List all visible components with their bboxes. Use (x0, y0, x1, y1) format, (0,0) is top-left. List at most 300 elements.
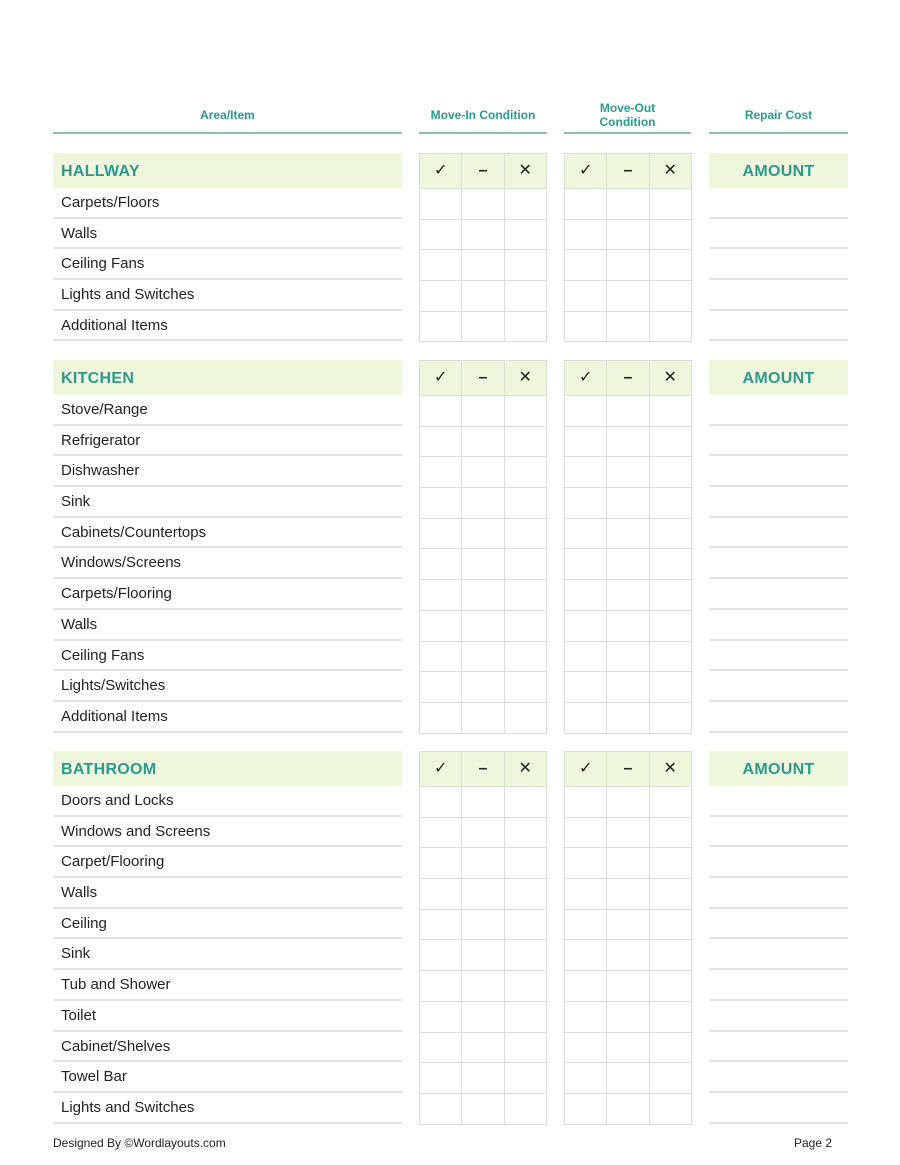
move-out-poor-checkbox[interactable] (650, 940, 692, 971)
move-in-good-checkbox[interactable] (420, 642, 462, 673)
move-out-good-checkbox[interactable] (565, 1002, 607, 1033)
move-out-fair-checkbox[interactable] (607, 549, 649, 580)
move-in-poor-checkbox[interactable] (505, 312, 547, 343)
condition-row (420, 250, 547, 281)
column-header-move-out (564, 96, 691, 134)
dash-icon: – (607, 752, 649, 787)
move-out-condition-grid (564, 751, 692, 1125)
move-out-fair-checkbox[interactable] (607, 879, 649, 910)
move-out-poor-checkbox[interactable] (650, 1063, 692, 1094)
move-out-good-checkbox[interactable] (565, 250, 607, 281)
repair-amount-field[interactable] (709, 280, 848, 311)
move-in-good-checkbox[interactable] (420, 519, 462, 550)
move-in-condition-grid (419, 751, 547, 1125)
move-out-good-checkbox[interactable] (565, 818, 607, 849)
repair-amount-field[interactable] (709, 1093, 848, 1124)
repair-amount-field[interactable] (709, 817, 848, 848)
repair-amount-field[interactable] (709, 786, 848, 817)
repair-cost-column (709, 751, 848, 1124)
condition-row (565, 940, 692, 971)
move-in-good-checkbox[interactable] (420, 910, 462, 941)
item-label: Tub and Shower (53, 970, 402, 1001)
move-in-fair-checkbox[interactable] (462, 787, 504, 818)
move-out-good-checkbox[interactable] (565, 396, 607, 427)
move-in-fair-checkbox[interactable] (462, 549, 504, 580)
move-in-poor-checkbox[interactable] (505, 848, 547, 879)
x-icon: ✕ (650, 752, 692, 787)
check-icon: ✓ (565, 154, 607, 189)
condition-row (420, 220, 547, 251)
move-out-good-checkbox[interactable] (565, 281, 607, 312)
repair-amount-field[interactable] (709, 311, 848, 342)
condition-row (420, 427, 547, 458)
repair-cost-column (709, 153, 848, 341)
move-out-poor-checkbox[interactable] (650, 488, 692, 519)
amount-header: AMOUNT (709, 153, 848, 188)
move-in-good-checkbox[interactable] (420, 580, 462, 611)
condition-row (565, 879, 692, 910)
move-in-poor-checkbox[interactable] (505, 703, 547, 734)
move-out-fair-checkbox[interactable] (607, 250, 649, 281)
move-out-fair-checkbox[interactable] (607, 971, 649, 1002)
item-label: Additional Items (53, 311, 402, 342)
move-out-fair-checkbox[interactable] (607, 396, 649, 427)
move-out-fair-checkbox[interactable] (607, 848, 649, 879)
move-in-poor-checkbox[interactable] (505, 642, 547, 673)
move-out-good-checkbox[interactable] (565, 220, 607, 251)
move-out-fair-checkbox[interactable] (607, 1033, 649, 1064)
item-label: Ceiling Fans (53, 249, 402, 280)
move-in-poor-checkbox[interactable] (505, 1063, 547, 1094)
move-out-poor-checkbox[interactable] (650, 549, 692, 580)
move-in-fair-checkbox[interactable] (462, 427, 504, 458)
move-out-poor-checkbox[interactable] (650, 1002, 692, 1033)
item-label: Walls (53, 219, 402, 250)
item-label: Stove/Range (53, 395, 402, 426)
condition-row (420, 396, 547, 427)
move-in-good-checkbox[interactable] (420, 457, 462, 488)
move-in-good-checkbox[interactable] (420, 488, 462, 519)
move-in-poor-checkbox[interactable] (505, 879, 547, 910)
item-label: Ceiling (53, 909, 402, 940)
move-out-poor-checkbox[interactable] (650, 220, 692, 251)
move-out-poor-checkbox[interactable] (650, 642, 692, 673)
condition-row (565, 281, 692, 312)
move-out-fair-checkbox[interactable] (607, 427, 649, 458)
condition-row (565, 250, 692, 281)
move-in-fair-checkbox[interactable] (462, 189, 504, 220)
dash-icon: – (607, 361, 649, 396)
move-in-fair-checkbox[interactable] (462, 1002, 504, 1033)
condition-row (420, 787, 547, 818)
condition-row (565, 703, 692, 734)
repair-amount-field[interactable] (709, 970, 848, 1001)
move-out-poor-checkbox[interactable] (650, 1033, 692, 1064)
move-out-poor-checkbox[interactable] (650, 672, 692, 703)
condition-row (565, 787, 692, 818)
dash-icon: – (462, 752, 504, 787)
move-in-poor-checkbox[interactable] (505, 519, 547, 550)
move-out-good-checkbox[interactable] (565, 971, 607, 1002)
move-out-poor-checkbox[interactable] (650, 519, 692, 550)
item-label: Cabinet/Shelves (53, 1032, 402, 1063)
move-out-good-checkbox[interactable] (565, 312, 607, 343)
condition-row (420, 281, 547, 312)
move-out-good-checkbox[interactable] (565, 189, 607, 220)
move-in-good-checkbox[interactable] (420, 879, 462, 910)
item-label: Cabinets/Countertops (53, 518, 402, 549)
column-header-repair (709, 96, 848, 134)
condition-row (420, 189, 547, 220)
repair-amount-field[interactable] (709, 249, 848, 280)
area-item-column (53, 153, 402, 341)
move-in-fair-checkbox[interactable] (462, 818, 504, 849)
repair-amount-field[interactable] (709, 395, 848, 426)
move-out-poor-checkbox[interactable] (650, 848, 692, 879)
move-out-good-checkbox[interactable] (565, 787, 607, 818)
condition-row (565, 1033, 692, 1064)
repair-amount-field[interactable] (709, 487, 848, 518)
move-in-fair-checkbox[interactable] (462, 879, 504, 910)
move-in-good-checkbox[interactable] (420, 787, 462, 818)
move-in-poor-checkbox[interactable] (505, 220, 547, 251)
move-in-fair-checkbox[interactable] (462, 488, 504, 519)
move-in-fair-checkbox[interactable] (462, 1033, 504, 1064)
move-out-good-checkbox[interactable] (565, 549, 607, 580)
section-title: KITCHEN (53, 360, 402, 395)
move-out-good-checkbox[interactable] (565, 848, 607, 879)
condition-row (565, 642, 692, 673)
move-out-poor-checkbox[interactable] (650, 281, 692, 312)
move-in-condition-grid (419, 153, 547, 342)
move-out-good-checkbox[interactable] (565, 611, 607, 642)
move-out-fair-checkbox[interactable] (607, 787, 649, 818)
condition-row (420, 519, 547, 550)
move-in-fair-checkbox[interactable] (462, 971, 504, 1002)
move-in-poor-checkbox[interactable] (505, 910, 547, 941)
move-in-fair-checkbox[interactable] (462, 611, 504, 642)
move-out-poor-checkbox[interactable] (650, 818, 692, 849)
item-label: Refrigerator (53, 426, 402, 457)
move-in-good-checkbox[interactable] (420, 396, 462, 427)
dash-icon: – (607, 154, 649, 189)
condition-row (420, 1033, 547, 1064)
move-in-poor-checkbox[interactable] (505, 1033, 547, 1064)
move-in-poor-checkbox[interactable] (505, 396, 547, 427)
column-header-area (53, 96, 402, 134)
move-in-good-checkbox[interactable] (420, 848, 462, 879)
x-icon: ✕ (505, 154, 547, 189)
move-out-fair-checkbox[interactable] (607, 1094, 649, 1125)
move-in-good-checkbox[interactable] (420, 427, 462, 458)
section-title: BATHROOM (53, 751, 402, 786)
move-out-fair-checkbox[interactable] (607, 519, 649, 550)
move-in-fair-checkbox[interactable] (462, 910, 504, 941)
move-in-poor-checkbox[interactable] (505, 1094, 547, 1125)
footer-page-number: Page 2 (794, 1136, 833, 1150)
move-in-fair-checkbox[interactable] (462, 396, 504, 427)
move-out-good-checkbox[interactable] (565, 488, 607, 519)
move-in-fair-checkbox[interactable] (462, 250, 504, 281)
repair-amount-field[interactable] (709, 641, 848, 672)
move-in-fair-checkbox[interactable] (462, 672, 504, 703)
repair-amount-field[interactable] (709, 702, 848, 733)
move-in-poor-checkbox[interactable] (505, 427, 547, 458)
move-out-poor-checkbox[interactable] (650, 611, 692, 642)
move-out-fair-checkbox[interactable] (607, 220, 649, 251)
move-out-good-checkbox[interactable] (565, 1033, 607, 1064)
repair-amount-field[interactable] (709, 426, 848, 457)
condition-row (420, 1002, 547, 1033)
check-icon: ✓ (420, 154, 462, 189)
move-in-fair-checkbox[interactable] (462, 1063, 504, 1094)
condition-row (420, 1094, 547, 1125)
move-out-good-checkbox[interactable] (565, 580, 607, 611)
move-out-fair-checkbox[interactable] (607, 281, 649, 312)
move-in-poor-checkbox[interactable] (505, 250, 547, 281)
area-item-column (53, 360, 402, 733)
condition-row (565, 971, 692, 1002)
condition-row (420, 672, 547, 703)
move-out-fair-checkbox[interactable] (607, 580, 649, 611)
condition-row (565, 910, 692, 941)
repair-amount-field[interactable] (709, 671, 848, 702)
move-in-good-checkbox[interactable] (420, 611, 462, 642)
move-out-fair-checkbox[interactable] (607, 457, 649, 488)
move-out-good-checkbox[interactable] (565, 427, 607, 458)
item-label: Lights and Switches (53, 1093, 402, 1124)
repair-amount-field[interactable] (709, 878, 848, 909)
condition-row (420, 457, 547, 488)
move-out-good-checkbox[interactable] (565, 457, 607, 488)
move-out-fair-checkbox[interactable] (607, 642, 649, 673)
move-in-fair-checkbox[interactable] (462, 281, 504, 312)
header-rule (53, 132, 402, 134)
move-out-fair-checkbox[interactable] (607, 189, 649, 220)
x-icon: ✕ (505, 752, 547, 787)
item-label: Dishwasher (53, 456, 402, 487)
move-in-poor-checkbox[interactable] (505, 940, 547, 971)
item-label: Carpets/Floors (53, 188, 402, 219)
move-in-poor-checkbox[interactable] (505, 818, 547, 849)
repair-amount-field[interactable] (709, 1032, 848, 1063)
condition-row (565, 519, 692, 550)
condition-row (565, 427, 692, 458)
dash-icon: – (462, 361, 504, 396)
move-out-fair-checkbox[interactable] (607, 818, 649, 849)
move-out-poor-checkbox[interactable] (650, 580, 692, 611)
dash-icon: – (462, 154, 504, 189)
move-out-fair-checkbox[interactable] (607, 940, 649, 971)
move-in-good-checkbox[interactable] (420, 971, 462, 1002)
move-out-condition-grid (564, 153, 692, 342)
move-out-good-checkbox[interactable] (565, 940, 607, 971)
move-in-poor-checkbox[interactable] (505, 672, 547, 703)
move-out-fair-checkbox[interactable] (607, 611, 649, 642)
condition-row (565, 848, 692, 879)
column-header-move-in-label: Move-In Condition (430, 108, 536, 122)
condition-row (565, 1002, 692, 1033)
move-out-good-checkbox[interactable] (565, 1094, 607, 1125)
repair-amount-field[interactable] (709, 219, 848, 250)
item-label: Toilet (53, 1001, 402, 1032)
move-in-good-checkbox[interactable] (420, 549, 462, 580)
move-in-condition-grid (419, 360, 547, 734)
move-in-good-checkbox[interactable] (420, 672, 462, 703)
move-out-fair-checkbox[interactable] (607, 910, 649, 941)
move-in-fair-checkbox[interactable] (462, 1094, 504, 1125)
column-header-move-out-line2: Condition (599, 115, 656, 129)
move-out-good-checkbox[interactable] (565, 519, 607, 550)
move-in-poor-checkbox[interactable] (505, 971, 547, 1002)
repair-amount-field[interactable] (709, 939, 848, 970)
move-in-good-checkbox[interactable] (420, 281, 462, 312)
move-in-poor-checkbox[interactable] (505, 611, 547, 642)
condition-header-row (565, 361, 692, 396)
move-in-fair-checkbox[interactable] (462, 848, 504, 879)
move-in-good-checkbox[interactable] (420, 703, 462, 734)
move-out-good-checkbox[interactable] (565, 879, 607, 910)
x-icon: ✕ (505, 361, 547, 396)
repair-amount-field[interactable] (709, 909, 848, 940)
header-rule (564, 132, 691, 134)
move-in-fair-checkbox[interactable] (462, 312, 504, 343)
move-in-good-checkbox[interactable] (420, 250, 462, 281)
x-icon: ✕ (650, 361, 692, 396)
condition-row (420, 611, 547, 642)
move-in-fair-checkbox[interactable] (462, 519, 504, 550)
move-in-poor-checkbox[interactable] (505, 488, 547, 519)
condition-row (420, 488, 547, 519)
condition-header-row (420, 752, 547, 787)
condition-row (565, 312, 692, 343)
move-in-fair-checkbox[interactable] (462, 642, 504, 673)
move-out-good-checkbox[interactable] (565, 910, 607, 941)
move-in-good-checkbox[interactable] (420, 1094, 462, 1125)
move-in-poor-checkbox[interactable] (505, 189, 547, 220)
condition-header-row (420, 361, 547, 396)
move-in-fair-checkbox[interactable] (462, 703, 504, 734)
move-out-fair-checkbox[interactable] (607, 312, 649, 343)
repair-amount-field[interactable] (709, 456, 848, 487)
move-in-good-checkbox[interactable] (420, 1033, 462, 1064)
move-out-fair-checkbox[interactable] (607, 672, 649, 703)
column-header-move-in (419, 96, 547, 134)
repair-amount-field[interactable] (709, 579, 848, 610)
repair-amount-field[interactable] (709, 188, 848, 219)
condition-row (420, 818, 547, 849)
item-label: Windows/Screens (53, 548, 402, 579)
item-label: Lights and Switches (53, 280, 402, 311)
item-label: Additional Items (53, 702, 402, 733)
condition-row (420, 971, 547, 1002)
move-out-fair-checkbox[interactable] (607, 488, 649, 519)
move-in-good-checkbox[interactable] (420, 818, 462, 849)
move-in-poor-checkbox[interactable] (505, 1002, 547, 1033)
condition-header-row (565, 752, 692, 787)
condition-row (565, 1094, 692, 1125)
move-out-poor-checkbox[interactable] (650, 396, 692, 427)
condition-row (565, 220, 692, 251)
condition-row (565, 672, 692, 703)
move-out-poor-checkbox[interactable] (650, 703, 692, 734)
move-out-poor-checkbox[interactable] (650, 312, 692, 343)
move-in-fair-checkbox[interactable] (462, 457, 504, 488)
move-out-good-checkbox[interactable] (565, 703, 607, 734)
condition-row (420, 580, 547, 611)
condition-row (565, 818, 692, 849)
check-icon: ✓ (420, 752, 462, 787)
move-in-fair-checkbox[interactable] (462, 580, 504, 611)
header-rule (419, 132, 547, 134)
repair-amount-field[interactable] (709, 610, 848, 641)
item-label: Doors and Locks (53, 786, 402, 817)
move-out-poor-checkbox[interactable] (650, 457, 692, 488)
repair-amount-field[interactable] (709, 1001, 848, 1032)
move-out-poor-checkbox[interactable] (650, 1094, 692, 1125)
condition-row (420, 703, 547, 734)
column-header-repair-label: Repair Cost (744, 108, 813, 122)
move-out-poor-checkbox[interactable] (650, 250, 692, 281)
move-out-poor-checkbox[interactable] (650, 427, 692, 458)
move-in-fair-checkbox[interactable] (462, 940, 504, 971)
move-in-good-checkbox[interactable] (420, 312, 462, 343)
move-in-fair-checkbox[interactable] (462, 220, 504, 251)
condition-row (565, 611, 692, 642)
move-out-poor-checkbox[interactable] (650, 910, 692, 941)
condition-row (420, 848, 547, 879)
move-in-good-checkbox[interactable] (420, 189, 462, 220)
move-in-good-checkbox[interactable] (420, 220, 462, 251)
move-out-condition-grid (564, 360, 692, 734)
move-out-fair-checkbox[interactable] (607, 1063, 649, 1094)
move-out-poor-checkbox[interactable] (650, 879, 692, 910)
move-in-good-checkbox[interactable] (420, 940, 462, 971)
move-out-poor-checkbox[interactable] (650, 971, 692, 1002)
check-icon: ✓ (565, 361, 607, 396)
move-out-good-checkbox[interactable] (565, 1063, 607, 1094)
move-out-fair-checkbox[interactable] (607, 703, 649, 734)
move-out-good-checkbox[interactable] (565, 642, 607, 673)
move-out-poor-checkbox[interactable] (650, 787, 692, 818)
check-icon: ✓ (420, 361, 462, 396)
repair-amount-field[interactable] (709, 1062, 848, 1093)
condition-row (565, 549, 692, 580)
item-label: Ceiling Fans (53, 641, 402, 672)
move-in-good-checkbox[interactable] (420, 1063, 462, 1094)
repair-amount-field[interactable] (709, 847, 848, 878)
move-in-poor-checkbox[interactable] (505, 580, 547, 611)
move-in-poor-checkbox[interactable] (505, 457, 547, 488)
condition-header-row (420, 154, 547, 189)
condition-row (420, 549, 547, 580)
repair-amount-field[interactable] (709, 518, 848, 549)
repair-amount-field[interactable] (709, 548, 848, 579)
move-out-poor-checkbox[interactable] (650, 189, 692, 220)
condition-row (565, 488, 692, 519)
column-header-move-out-label (564, 101, 691, 129)
move-in-good-checkbox[interactable] (420, 1002, 462, 1033)
move-in-poor-checkbox[interactable] (505, 787, 547, 818)
item-label: Lights/Switches (53, 671, 402, 702)
condition-row (565, 457, 692, 488)
move-out-fair-checkbox[interactable] (607, 1002, 649, 1033)
move-in-poor-checkbox[interactable] (505, 549, 547, 580)
move-in-poor-checkbox[interactable] (505, 281, 547, 312)
condition-row (420, 879, 547, 910)
move-out-good-checkbox[interactable] (565, 672, 607, 703)
condition-row (565, 396, 692, 427)
